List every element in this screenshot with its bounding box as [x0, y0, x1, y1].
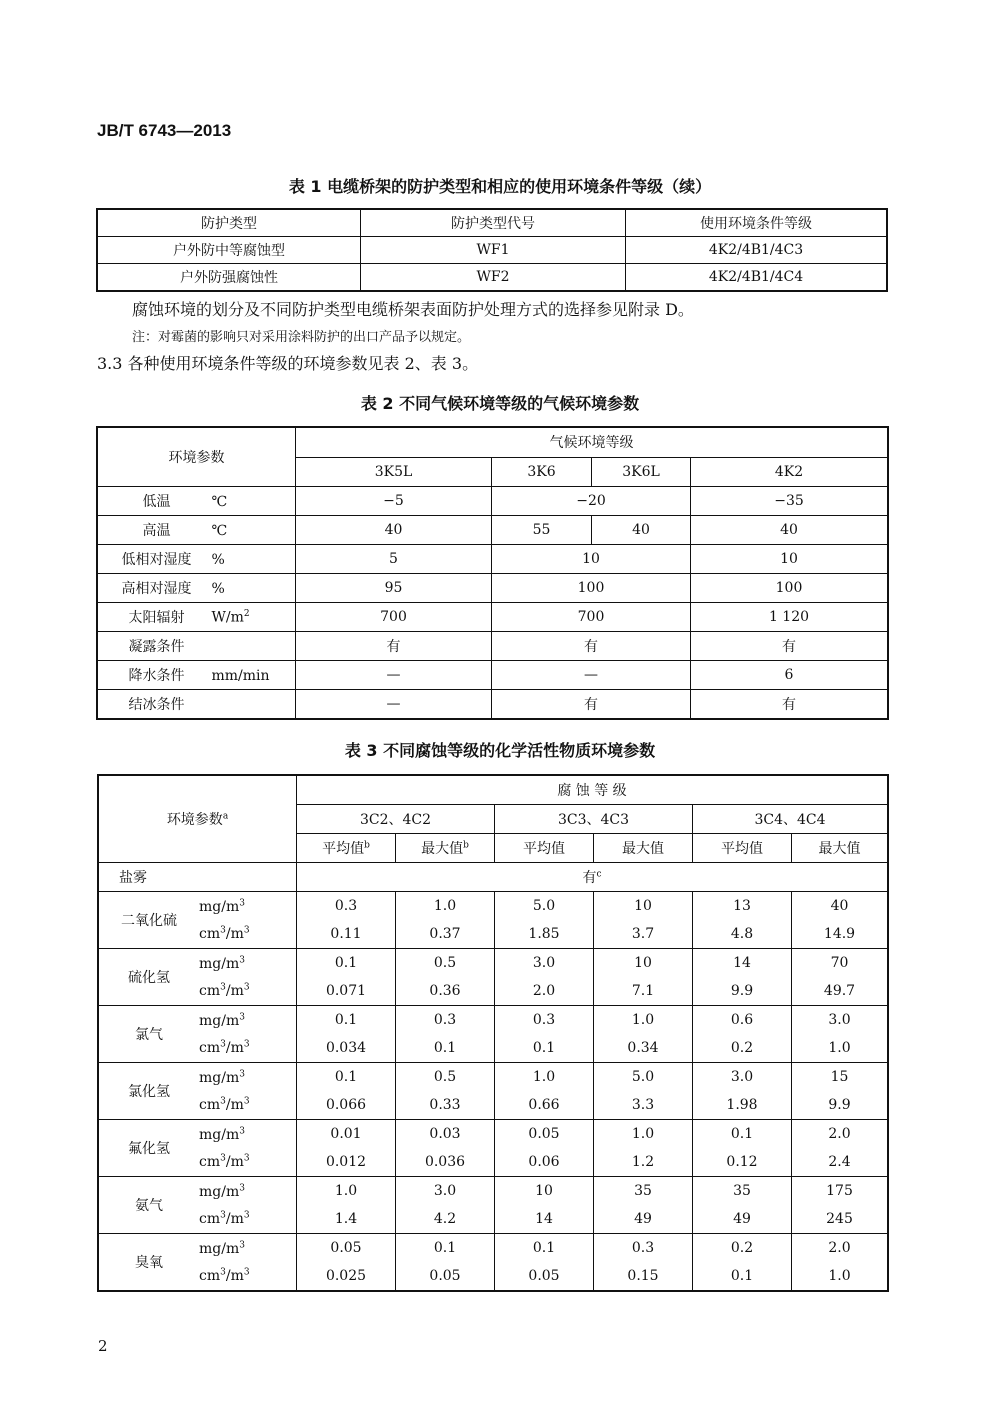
- table-row: [97, 237, 887, 264]
- footnote-c: c: [596, 869, 602, 880]
- value-cell: 40: [592, 516, 691, 545]
- param-unit: ℃: [211, 523, 228, 539]
- substance-unit: [199, 1154, 250, 1170]
- value-cell: 0.1: [495, 1034, 594, 1063]
- unit-text: mg/m: [199, 1127, 240, 1143]
- substance-unit: [199, 1013, 245, 1029]
- table1-cell: WF1: [361, 237, 626, 264]
- table1-header: 使用环境条件等级: [626, 209, 888, 237]
- table-row: [97, 690, 888, 720]
- level-header: 3K5L: [296, 457, 492, 487]
- value-cell: 49.7: [792, 977, 889, 1006]
- value-cell: 0.6: [693, 1006, 792, 1035]
- standard-number: JB/T 6743—2013: [97, 121, 232, 140]
- substance-cell: [98, 1234, 297, 1271]
- value-cell: 1.0: [396, 892, 495, 921]
- value-cell: 49: [594, 1205, 693, 1234]
- value-cell: 10: [691, 545, 889, 574]
- value-cell: 0.5: [396, 949, 495, 978]
- value-cell: 14: [693, 949, 792, 978]
- value-cell: 0.01: [297, 1120, 396, 1149]
- value-cell: 1.0: [792, 1034, 889, 1063]
- table3-caption: 表 3 不同腐蚀等级的化学活性物质环境参数: [344, 741, 656, 760]
- value-cell: 0.034: [297, 1034, 396, 1063]
- substance-unit: [199, 956, 245, 972]
- value-cell: 1.85: [495, 920, 594, 949]
- value-cell: 5.0: [594, 1063, 693, 1092]
- value-cell: 0.15: [594, 1262, 693, 1291]
- superscript: 3: [220, 1096, 226, 1107]
- table1-header: 防护类型: [97, 209, 361, 237]
- unit-text: cm: [199, 1097, 221, 1114]
- table-row: [97, 516, 888, 545]
- max-header: 最大值: [594, 834, 693, 863]
- value-cell: 9.9: [693, 977, 792, 1006]
- value-cell: 0.1: [297, 1063, 396, 1092]
- value-cell: —: [492, 661, 691, 690]
- substance-cell: [98, 949, 297, 986]
- value-cell: 3.0: [693, 1063, 792, 1092]
- value-cell: 0.1: [396, 1034, 495, 1063]
- substance-unit: [199, 1241, 245, 1257]
- value-cell: 0.06: [495, 1148, 594, 1177]
- value-cell: 1.0: [594, 1120, 693, 1149]
- substance-cell: [98, 1006, 297, 1043]
- value-cell: 0.05: [495, 1262, 594, 1291]
- value-cell: 40: [691, 516, 889, 545]
- param-header: [98, 775, 297, 863]
- value-cell: 0.05: [396, 1262, 495, 1291]
- table1-cell: 户外防中等腐蚀型: [97, 237, 361, 264]
- superscript: 3: [220, 1039, 226, 1050]
- value-cell: 2.0: [792, 1120, 889, 1149]
- value-cell: 3.0: [396, 1177, 495, 1206]
- superscript: 3: [243, 925, 250, 936]
- value-cell: 0.37: [396, 920, 495, 949]
- table1-cell: 4K2/4B1/4C4: [626, 264, 888, 292]
- superscript: 3: [239, 1240, 245, 1251]
- substance-cell: [98, 1063, 297, 1100]
- table1-cell: 户外防强腐蚀性: [97, 264, 361, 292]
- value-cell: 49: [693, 1205, 792, 1234]
- table-row: [97, 574, 888, 603]
- table-row: [97, 487, 888, 516]
- param-unit: %: [211, 581, 225, 597]
- table2-caption: 表 2 不同气候环境等级的气候环境参数: [360, 394, 640, 413]
- substance-cell: [98, 892, 297, 929]
- value-cell: 4.8: [693, 920, 792, 949]
- substance-unit: [199, 1097, 250, 1113]
- superscript: 3: [239, 1183, 245, 1194]
- unit-text: cm: [199, 1211, 221, 1228]
- unit-text: /m: [225, 1040, 244, 1057]
- unit-text: mg/m: [199, 956, 240, 972]
- substance-unit: [199, 1040, 250, 1056]
- value-cell: 70: [792, 949, 889, 978]
- superscript: 3: [220, 1153, 226, 1164]
- value-cell: 700: [492, 603, 691, 632]
- value-cell: 10: [495, 1177, 594, 1206]
- table-row: [98, 920, 888, 949]
- superscript: 2: [243, 609, 250, 620]
- value-cell: 35: [594, 1177, 693, 1206]
- superscript: 3: [243, 982, 250, 993]
- table1-header: 防护类型代号: [361, 209, 626, 237]
- value-cell: 0.1: [495, 1234, 594, 1263]
- value-cell: −35: [691, 487, 889, 516]
- value-cell: 1.98: [693, 1091, 792, 1120]
- table-row: [98, 1063, 888, 1092]
- value-cell: 0.025: [297, 1262, 396, 1291]
- value-cell: 1.0: [594, 1006, 693, 1035]
- superscript: 3: [220, 1210, 226, 1221]
- footnote-b: b: [463, 840, 469, 851]
- value-cell: 0.2: [693, 1034, 792, 1063]
- superscript: 3: [239, 898, 245, 909]
- value-cell: 0.2: [693, 1234, 792, 1263]
- salt-label: 盐雾: [98, 863, 297, 892]
- unit-text: mg/m: [199, 1070, 240, 1086]
- avg-header: [297, 834, 396, 863]
- unit-text: cm: [199, 1040, 221, 1057]
- value-cell: 10: [594, 892, 693, 921]
- substance-name: 氯化氢: [128, 1084, 170, 1100]
- table-row: [98, 1034, 888, 1063]
- footnote-b: b: [364, 840, 370, 851]
- value-cell: −20: [492, 487, 691, 516]
- value-cell: 0.1: [396, 1234, 495, 1263]
- param-unit: %: [211, 552, 225, 568]
- max-header: [396, 834, 495, 863]
- substance-cell: [98, 1120, 297, 1157]
- unit-text: /m: [225, 926, 244, 943]
- value-cell: 有: [492, 632, 691, 661]
- value-cell: 0.3: [594, 1234, 693, 1263]
- substance-unit: [199, 983, 250, 999]
- superscript: 3: [239, 1069, 245, 1080]
- table3: [97, 774, 889, 1292]
- grade-header: 3C2、4C2: [297, 805, 495, 834]
- unit-text: /m: [225, 983, 244, 1000]
- table-row: [97, 661, 888, 690]
- value-cell: 0.05: [495, 1120, 594, 1149]
- value-cell: 1.2: [594, 1148, 693, 1177]
- unit-text: W/m: [211, 610, 244, 626]
- value-cell: 有: [691, 632, 889, 661]
- value-cell: 14: [495, 1205, 594, 1234]
- paragraph: 腐蚀环境的划分及不同防护类型电缆桥架表面防护处理方式的选择参见附录 D。: [132, 300, 694, 319]
- table-row: [98, 977, 888, 1006]
- superscript: 3: [243, 1039, 250, 1050]
- grade-header: 3C4、4C4: [693, 805, 889, 834]
- table-row: [97, 545, 888, 574]
- value-cell: 有: [691, 690, 889, 720]
- table-row: [98, 1234, 888, 1263]
- substance-unit: [199, 926, 250, 942]
- note: 注：对霉菌的影响只对采用涂料防护的出口产品予以规定。: [132, 330, 471, 345]
- value-cell: 0.5: [396, 1063, 495, 1092]
- superscript: 3: [239, 1126, 245, 1137]
- group-header: 气候环境等级: [296, 427, 889, 457]
- footnote-a: a: [222, 811, 229, 822]
- param-name: 低相对湿度: [121, 552, 192, 568]
- table-row: [98, 1006, 888, 1035]
- value-cell: 有: [296, 632, 492, 661]
- table-row: [98, 949, 888, 978]
- value-cell: 2.0: [792, 1234, 889, 1263]
- value-cell: 3.0: [792, 1006, 889, 1035]
- substance-name: 二氧化硫: [121, 913, 177, 929]
- unit-text: mg/m: [199, 899, 240, 915]
- unit-text: /m: [225, 1097, 244, 1114]
- table-row: [97, 632, 888, 661]
- value-cell: 3.7: [594, 920, 693, 949]
- value-cell: 0.1: [693, 1120, 792, 1149]
- value-cell: 100: [492, 574, 691, 603]
- value-cell: 2.4: [792, 1148, 889, 1177]
- substance-unit: [199, 1070, 245, 1086]
- value-cell: 10: [492, 545, 691, 574]
- value-cell: 1.4: [297, 1205, 396, 1234]
- value-cell: —: [296, 690, 492, 720]
- table-row: [98, 1177, 888, 1206]
- value-cell: 0.066: [297, 1091, 396, 1120]
- value-cell: 3.3: [594, 1091, 693, 1120]
- table1-caption: 表 1 电缆桥架的防护类型和相应的使用环境条件等级（续）: [288, 177, 712, 196]
- value-cell: 9.9: [792, 1091, 889, 1120]
- value-cell: 5.0: [495, 892, 594, 921]
- value-cell: 2.0: [495, 977, 594, 1006]
- unit-text: /m: [225, 1154, 244, 1171]
- value-cell: 1.0: [297, 1177, 396, 1206]
- superscript: 3: [243, 1267, 250, 1278]
- value-cell: 0.33: [396, 1091, 495, 1120]
- substance-name: 臭氧: [135, 1255, 163, 1271]
- value-cell: 0.05: [297, 1234, 396, 1263]
- value-cell: 245: [792, 1205, 889, 1234]
- value-cell: 0.03: [396, 1120, 495, 1149]
- substance-unit: [199, 1184, 245, 1200]
- table-row: [98, 1205, 888, 1234]
- substance-name: 氟化氢: [128, 1141, 170, 1157]
- value-cell: 700: [296, 603, 492, 632]
- value-cell: 0.11: [297, 920, 396, 949]
- substance-name: 硫化氢: [128, 970, 170, 986]
- value-cell: 10: [594, 949, 693, 978]
- unit-text: mg/m: [199, 1184, 240, 1200]
- substance-name: 氯气: [135, 1027, 163, 1043]
- param-name: 高相对湿度: [121, 581, 192, 597]
- table-row: [98, 863, 888, 892]
- param-unit: [202, 609, 282, 626]
- param-name: 结冰条件: [128, 697, 185, 713]
- value-cell: 0.12: [693, 1148, 792, 1177]
- superscript: 3: [220, 1267, 226, 1278]
- substance-unit: [199, 1268, 250, 1284]
- superscript: 3: [239, 1012, 245, 1023]
- value-cell: 175: [792, 1177, 889, 1206]
- param-name: 低温: [142, 494, 171, 510]
- value-cell: 0.34: [594, 1034, 693, 1063]
- table-row: [97, 264, 887, 292]
- table1: [96, 208, 888, 292]
- value-cell: 35: [693, 1177, 792, 1206]
- salt-value-text: 有: [582, 870, 597, 886]
- value-cell: 0.3: [297, 892, 396, 921]
- value-cell: 3.0: [495, 949, 594, 978]
- value-cell: 0.036: [396, 1148, 495, 1177]
- superscript: 3: [243, 1096, 250, 1107]
- table1-cell: 4K2/4B1/4C3: [626, 237, 888, 264]
- substance-name: 氨气: [135, 1198, 163, 1214]
- value-cell: 0.1: [297, 1006, 396, 1035]
- value-cell: 13: [693, 892, 792, 921]
- unit-text: cm: [199, 926, 221, 943]
- param-name: 凝露条件: [128, 639, 185, 655]
- value-cell: −5: [296, 487, 492, 516]
- value-cell: 1.0: [495, 1063, 594, 1092]
- superscript: 3: [243, 1153, 250, 1164]
- value-cell: —: [296, 661, 492, 690]
- value-cell: 6: [691, 661, 889, 690]
- param-header-text: 环境参数: [166, 812, 223, 828]
- substance-cell: [98, 1177, 297, 1214]
- grade-header: 3C3、4C3: [495, 805, 693, 834]
- value-cell: 40: [296, 516, 492, 545]
- unit-text: cm: [199, 983, 221, 1000]
- table-row: [98, 1120, 888, 1149]
- param-unit: mm/min: [211, 668, 270, 684]
- value-cell: 0.36: [396, 977, 495, 1006]
- param-name: 太阳辐射: [128, 610, 185, 626]
- salt-value: [297, 863, 889, 892]
- value-cell: 1.0: [792, 1262, 889, 1291]
- value-cell: 7.1: [594, 977, 693, 1006]
- unit-text: mg/m: [199, 1241, 240, 1257]
- table-row: [98, 892, 888, 921]
- value-cell: 1 120: [691, 603, 889, 632]
- unit-text: /m: [225, 1211, 244, 1228]
- table-row: [98, 1148, 888, 1177]
- superscript: 3: [239, 955, 245, 966]
- value-cell: 100: [691, 574, 889, 603]
- value-cell: 5: [296, 545, 492, 574]
- value-cell: 40: [792, 892, 889, 921]
- table2: [96, 426, 889, 720]
- avg-header: 平均值: [693, 834, 792, 863]
- superscript: 3: [220, 925, 226, 936]
- unit-text: /m: [225, 1268, 244, 1285]
- value-cell: 0.66: [495, 1091, 594, 1120]
- avg-header: 平均值: [495, 834, 594, 863]
- value-cell: 0.3: [495, 1006, 594, 1035]
- value-cell: 15: [792, 1063, 889, 1092]
- group-header: 腐 蚀 等 级: [297, 775, 889, 805]
- superscript: 3: [243, 1210, 250, 1221]
- param-unit: ℃: [211, 494, 228, 510]
- table-row: [98, 1091, 888, 1120]
- table-row: [97, 603, 888, 632]
- value-cell: 0.3: [396, 1006, 495, 1035]
- superscript: 3: [220, 982, 226, 993]
- value-cell: 0.012: [297, 1148, 396, 1177]
- avg-text: 平均值: [322, 841, 365, 857]
- max-header: 最大值: [792, 834, 889, 863]
- unit-text: cm: [199, 1154, 221, 1171]
- param-name: 降水条件: [128, 668, 185, 684]
- unit-text: cm: [199, 1268, 221, 1285]
- value-cell: 4.2: [396, 1205, 495, 1234]
- param-header: 环境参数: [97, 427, 296, 487]
- param-name: 高温: [142, 523, 171, 539]
- level-header: 3K6: [492, 457, 592, 487]
- substance-unit: [199, 899, 245, 915]
- level-header: 4K2: [691, 457, 889, 487]
- page-number: 2: [98, 1337, 108, 1355]
- unit-text: mg/m: [199, 1013, 240, 1029]
- max-text: 最大值: [421, 841, 464, 857]
- value-cell: 55: [492, 516, 592, 545]
- section-3-3: 3.3 各种使用环境条件等级的环境参数见表 2、表 3。: [97, 354, 479, 373]
- value-cell: 14.9: [792, 920, 889, 949]
- value-cell: 0.071: [297, 977, 396, 1006]
- value-cell: 有: [492, 690, 691, 720]
- substance-unit: [199, 1127, 245, 1143]
- substance-unit: [199, 1211, 250, 1227]
- level-header: 3K6L: [592, 457, 691, 487]
- value-cell: 0.1: [297, 949, 396, 978]
- value-cell: 95: [296, 574, 492, 603]
- table-row: [98, 1262, 888, 1291]
- value-cell: 0.1: [693, 1262, 792, 1291]
- table1-cell: WF2: [361, 264, 626, 292]
